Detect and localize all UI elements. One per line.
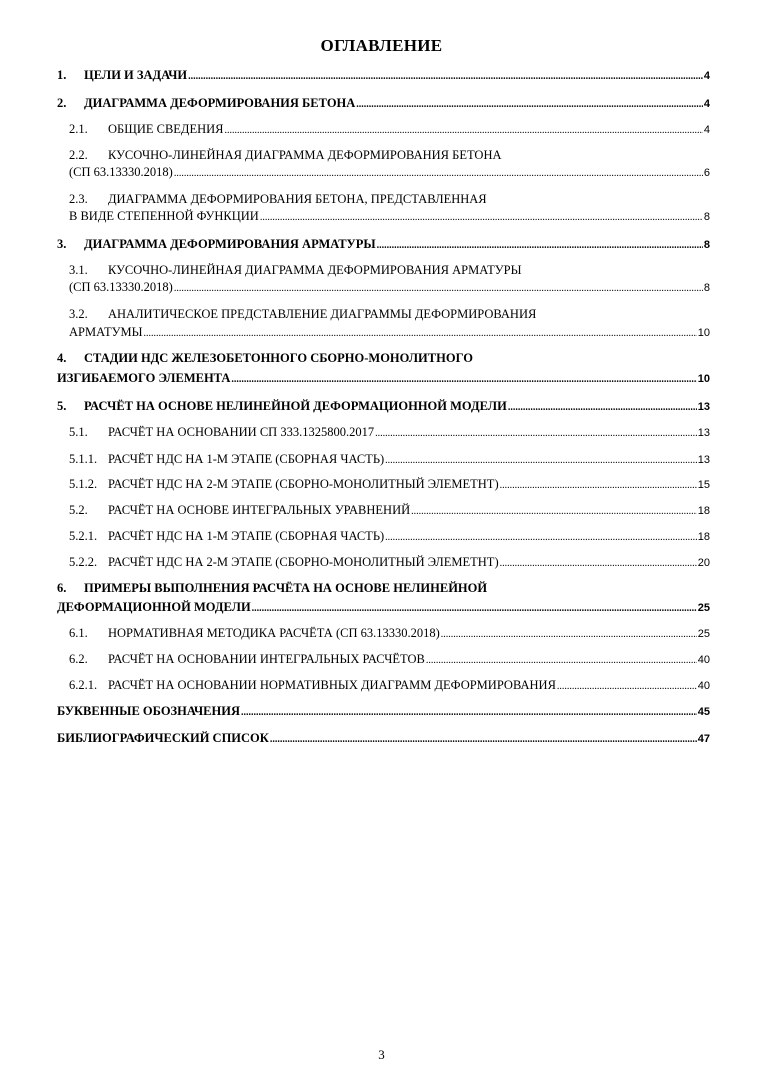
toc-entry-line1: 2.3. ДИАГРАММА ДЕФОРМИРОВАНИЯ БЕТОНА, ПРЕДСТАВЛЕННАЯ [69, 192, 487, 206]
toc-entry[interactable]: 5. РАСЧЁТ НА ОСНОВЕ НЕЛИНЕЙНОЙ ДЕФОРМАЦИОННОЙ МОДЕЛИ ..... 13 [57, 398, 710, 416]
toc-entry[interactable]: В ВИДЕ СТЕПЕННОЙ ФУНКЦИИ ..... 8 [69, 208, 710, 226]
toc-entry-line1: 3.2. АНАЛИТИЧЕСКОЕ ПРЕДСТАВЛЕНИЕ ДИАГРАММЫ ДЕФОРМИРОВАНИЯ [69, 307, 537, 321]
toc-entry[interactable]: (СП 63.13330.2018) ..... 6 [69, 164, 710, 182]
toc-entry[interactable]: 3. ДИАГРАММА ДЕФОРМИРОВАНИЯ АРМАТУРЫ ..... 8 [57, 236, 710, 254]
toc-entry-line1: 4. СТАДИИ НДС ЖЕЛЕЗОБЕТОННОГО СБОРНО-МОНОЛИТНОГО [57, 351, 473, 365]
toc-entry-line1: 6. ПРИМЕРЫ ВЫПОЛНЕНИЯ РАСЧЁТА НА ОСНОВЕ НЕЛИНЕЙНОЙ [57, 581, 488, 595]
toc-entry[interactable]: 1. ЦЕЛИ И ЗАДАЧИ ..... 4 [57, 67, 710, 85]
toc-entry[interactable]: 2. ДИАГРАММА ДЕФОРМИРОВАНИЯ БЕТОНА ..... 4 [57, 95, 710, 113]
toc-entry[interactable]: ИЗГИБАЕМОГО ЭЛЕМЕНТА ..... 10 [57, 370, 710, 388]
toc-entry-line1: 2.2. КУСОЧНО-ЛИНЕЙНАЯ ДИАГРАММА ДЕФОРМИРОВАНИЯ БЕТОНА [69, 148, 502, 162]
toc-entry[interactable]: 2.1. ОБЩИЕ СВЕДЕНИЯ ..... 4 [69, 121, 710, 139]
toc-entry-line1: 3.1. КУСОЧНО-ЛИНЕЙНАЯ ДИАГРАММА ДЕФОРМИРОВАНИЯ АРМАТУРЫ [69, 263, 522, 277]
toc-entry[interactable]: (СП 63.13330.2018) ..... 8 [69, 279, 710, 297]
toc-entry[interactable]: 5.2.2. РАСЧЁТ НДС НА 2-М ЭТАПЕ (СБОРНО-МОНОЛИТНЫЙ ЭЛЕМЕТНТ) ..... 20 [69, 554, 710, 572]
toc-entry[interactable]: 5.1.1. РАСЧЁТ НДС НА 1-М ЭТАПЕ (СБОРНАЯ ЧАСТЬ) ..... 13 [69, 451, 710, 469]
toc-entry[interactable]: БИБЛИОГРАФИЧЕСКИЙ СПИСОК ..... 47 [57, 730, 710, 748]
toc-entry[interactable]: 5.2.1. РАСЧЁТ НДС НА 1-М ЭТАПЕ (СБОРНАЯ ЧАСТЬ) ..... 18 [69, 528, 710, 546]
toc-entry[interactable]: БУКВЕННЫЕ ОБОЗНАЧЕНИЯ ..... 45 [57, 703, 710, 721]
toc-entry[interactable]: ДЕФОРМАЦИОННОЙ МОДЕЛИ ..... 25 [57, 599, 710, 617]
toc-entry[interactable]: 5.1. РАСЧЁТ НА ОСНОВАНИИ СП 333.1325800.2017 ..... 13 [69, 424, 710, 442]
toc-entry[interactable]: 5.1.2. РАСЧЁТ НДС НА 2-М ЭТАПЕ (СБОРНО-МОНОЛИТНЫЙ ЭЛЕМЕТНТ) ..... 15 [69, 476, 710, 494]
toc-entry[interactable]: АРМАТУМЫ ..... 10 [69, 324, 710, 342]
page-number: 3 [378, 1047, 385, 1062]
toc-entry[interactable]: 6.2.1. РАСЧЁТ НА ОСНОВАНИИ НОРМАТИВНЫХ ДИАГРАММ ДЕФОРМИРОВАНИЯ ..... 40 [69, 677, 710, 695]
toc-entry[interactable]: 6.2. РАСЧЁТ НА ОСНОВАНИИ ИНТЕГРАЛЬНЫХ РАСЧЁТОВ ..... 40 [69, 651, 710, 669]
toc-entry[interactable]: 5.2. РАСЧЁТ НА ОСНОВЕ ИНТЕГРАЛЬНЫХ УРАВНЕНИЙ ..... 18 [69, 502, 710, 520]
toc-title: ОГЛАВЛЕНИЕ [320, 36, 443, 55]
toc-entry[interactable]: 6.1. НОРМАТИВНАЯ МЕТОДИКА РАСЧЁТА (СП 63.13330.2018) ..... 25 [69, 625, 710, 643]
